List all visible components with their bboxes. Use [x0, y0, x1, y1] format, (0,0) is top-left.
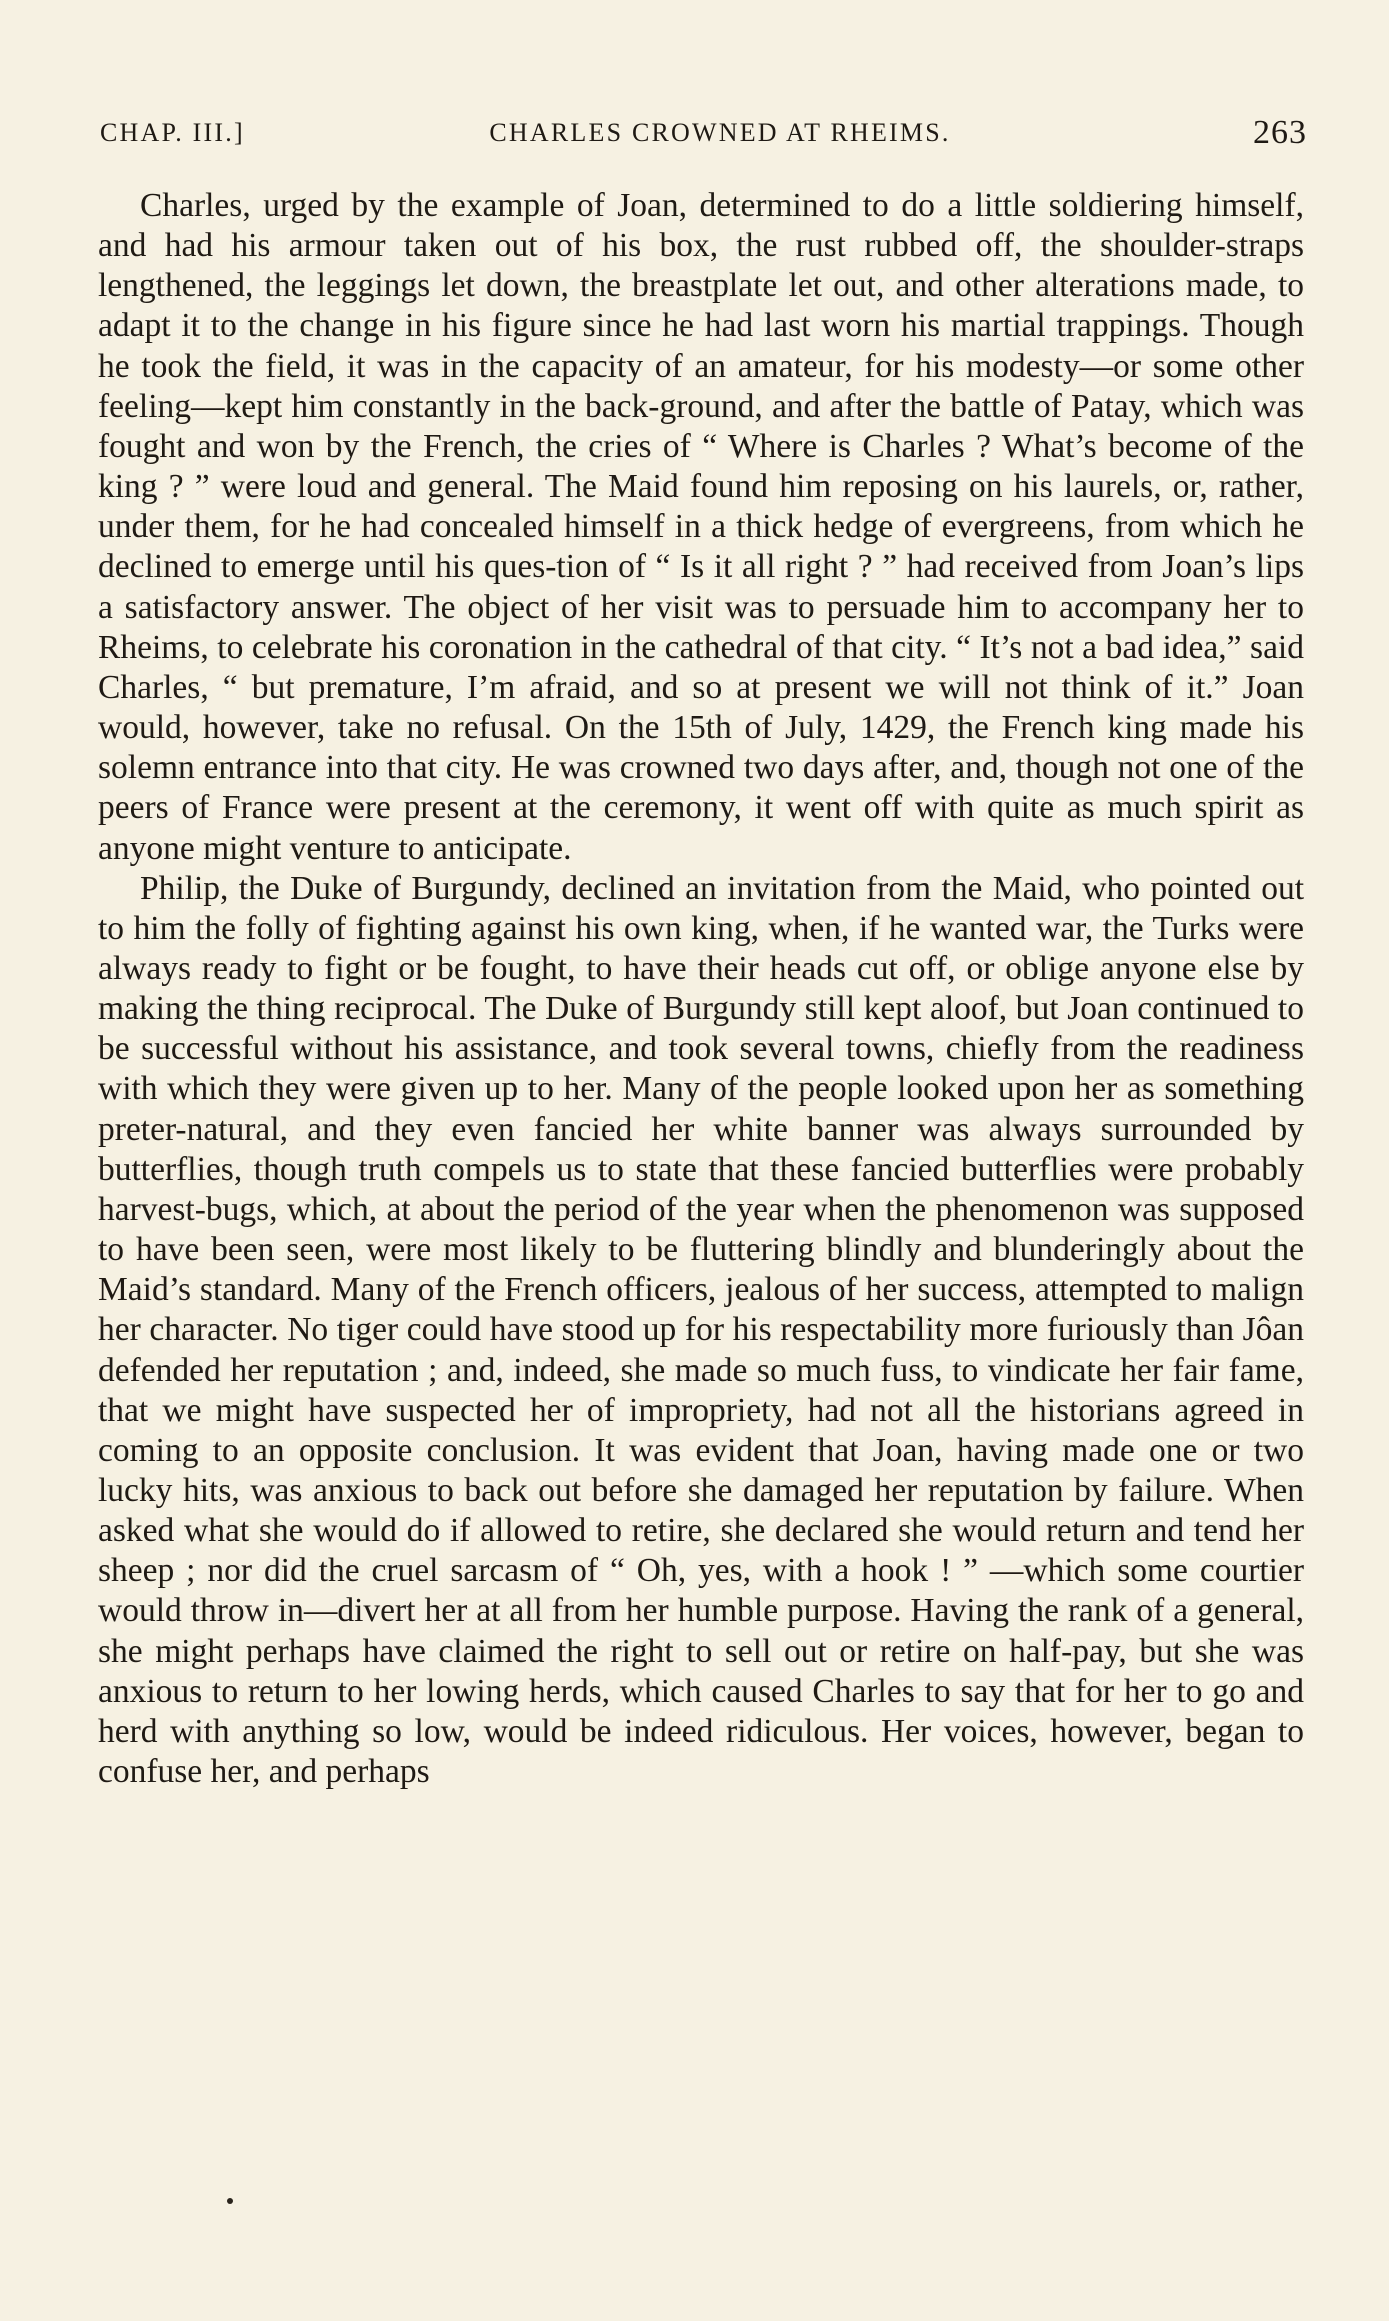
print-speck [227, 2198, 233, 2204]
running-head [100, 112, 1307, 154]
paragraph-2: Philip, the Duke of Burgundy, declined an invitation from the Maid, who pointed out to him the folly of fighting against his own king, when, if he wanted war, the Turks were always ready to fight or be fought, to have their heads cut off, or oblige anyone else by making the thing reciprocal. The Duke of Burgundy still kept aloof, but Joan continued to be successful without his assistance, and took several towns, chiefly from the readiness with which they were given up to her. Many of the people looked upon her as something preter-natural, and they even fancied her white banner was always surrounded by butterflies, though truth compels us to state that these fancied butterflies were probably harvest-bugs, which, at about the period of the year when the phenomenon was supposed to have been seen, were most likely to be fluttering blindly and blunderingly about the Maid’s standard. Many of the French officers, jealous of her success, attempted to malign her character. No tiger could have stood up for his respectability more furiously than Jôan defended her reputation ; and, indeed, she made so much fuss, to vindicate her fair fame, that we might have suspected her of impropriety, had not all the historians agreed in coming to an opposite conclusion. It was evident that Joan, having made one or two lucky hits, was anxious to back out before she damaged her reputation by failure. When asked what she would do if allowed to retire, she declared she would return and tend her sheep ; nor did the cruel sarcasm of “ Oh, yes, with a hook ! ” —which some courtier would throw in—divert her at all from her humble purpose. Having the rank of a general, she might perhaps have claimed the right to sell out or retire on half-pay, but she was anxious to return to her lowing herds, which caused Charles to say that for her to go and herd with anything so low, would be indeed ridiculous. Her voices, however, began to confuse her, and perhaps [98, 869, 1304, 1791]
chapter-label: CHAP. III.] [100, 118, 245, 147]
paragraph-1: Charles, urged by the example of Joan, determined to do a little soldiering himself, and had his armour taken out of his box, the rust rubbed off, the shoulder-straps lengthened, the leggings let down, the breastplate let out, and other alterations made, to adapt it to the change in his figure since he had last worn his martial trappings. Though he took the field, it was in the capacity of an amateur, for his modesty—or some other feeling—kept him constantly in the back-ground, and after the battle of Patay, which was fought and won by the French, the cries of “ Where is Charles ? What’s become of the king ? ” were loud and general. The Maid found him reposing on his laurels, or, rather, under them, for he had concealed himself in a thick hedge of evergreens, from which he declined to emerge until his ques-tion of “ Is it all right ? ” had received from Joan’s lips a satisfactory answer. The object of her visit was to persuade him to accompany her to Rheims, to celebrate his coronation in the cathedral of that city. “ It’s not a bad idea,” said Charles, “ but premature, I’m afraid, and so at present we will not think of it.” Joan would, however, take no refusal. On the 15th of July, 1429, the French king made his solemn entrance into that city. He was crowned two days after, and, though not one of the peers of France were present at the ceremony, it went off with quite as much spirit as anyone might venture to anticipate. [98, 187, 1304, 867]
page-title: CHARLES CROWNED AT RHEIMS. [489, 118, 951, 147]
page-number: 263 [1253, 114, 1307, 151]
body-text [98, 186, 1304, 1792]
